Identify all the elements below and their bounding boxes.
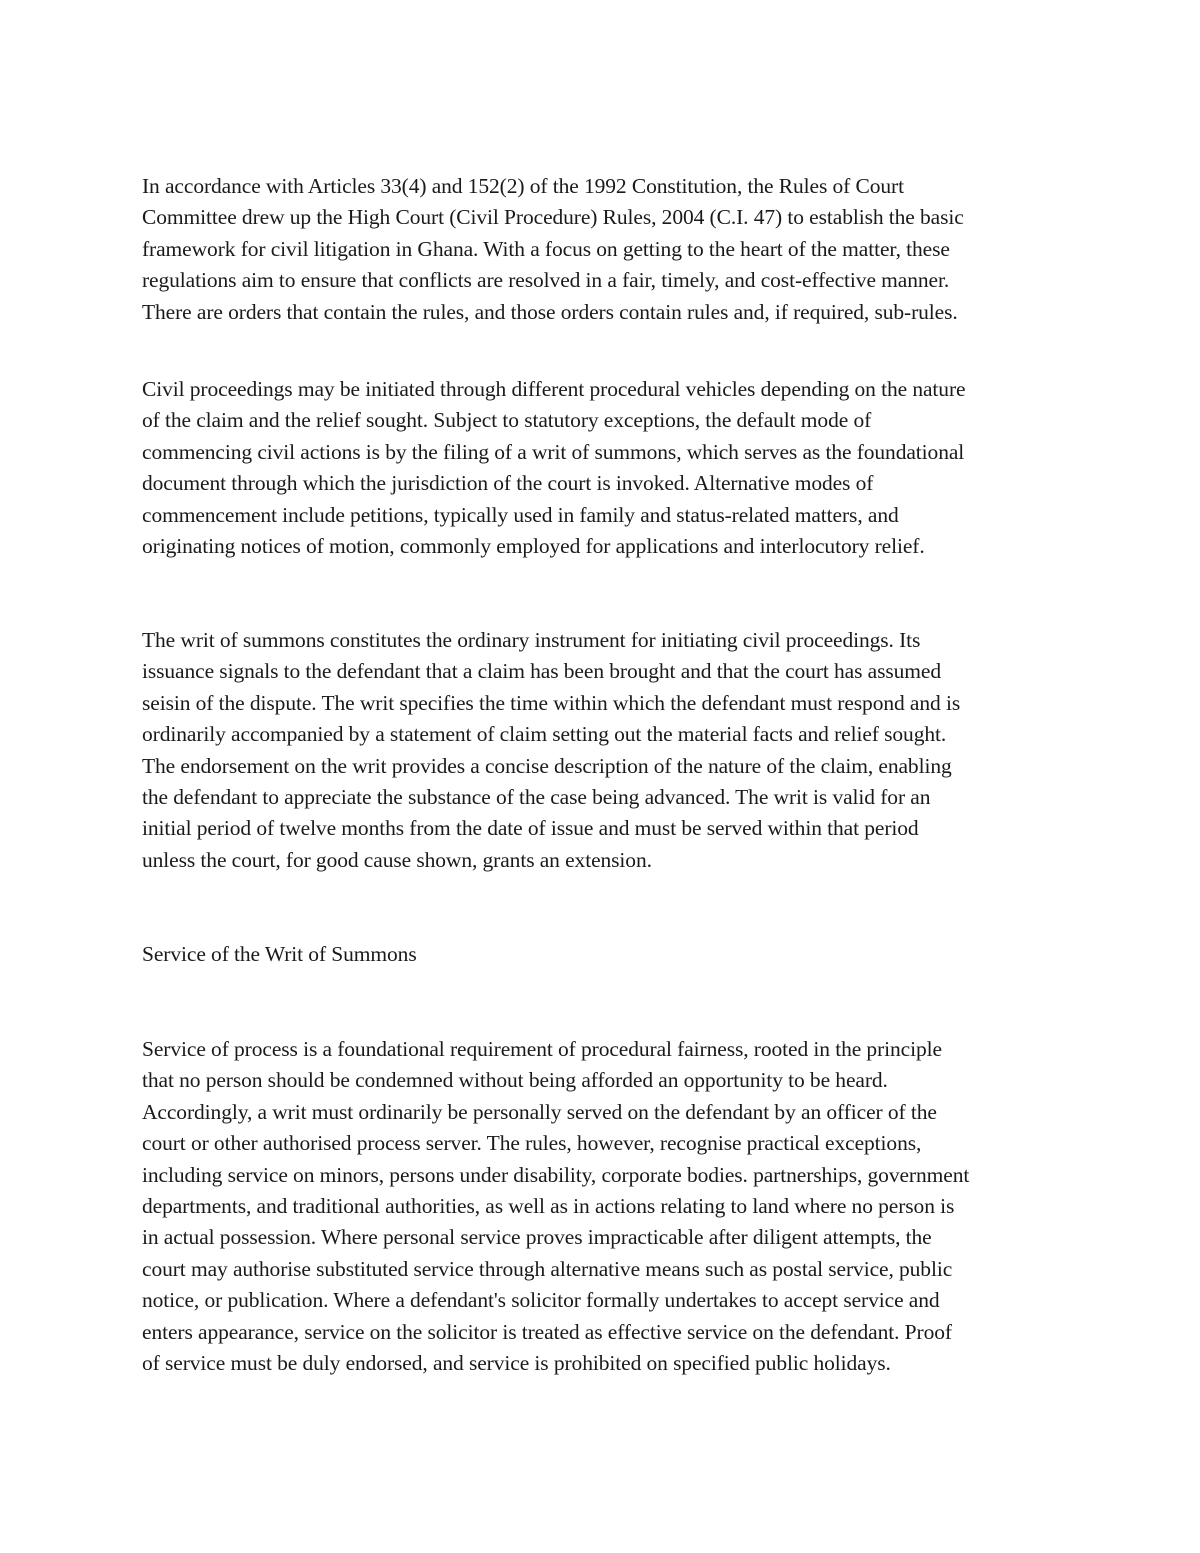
text-line: of the claim and the relief sought. Subject to statutory exceptions, the default mode of <box>142 408 872 433</box>
text-line: Accordingly, a writ must ordinarily be personally served on the defendant by an officer of the <box>142 1099 937 1124</box>
text-line: The writ of summons constitutes the ordinary instrument for initiating civil proceedings. Its <box>142 628 921 652</box>
text-line: ordinarily accompanied by a statement of claim setting out the material facts and relief sought. <box>142 722 947 747</box>
text-line: the defendant to appreciate the substance of the case being advanced. The writ is valid for an <box>142 785 931 810</box>
text-line: originating notices of motion, commonly employed for applications and interlocutory relief. <box>142 534 925 559</box>
text-line: enters appearance, service on the solicitor is treated as effective service on the defendant. Proof <box>142 1319 952 1344</box>
text-line: initial period of twelve months from the date of issue and must be served within that period <box>142 816 919 841</box>
text-line: in actual possession. Where personal service proves impracticable after diligent attempts, the <box>142 1225 932 1250</box>
paragraph-constitution-rules <box>142 171 1072 328</box>
text-line: Committee drew up the High Court (Civil Procedure) Rules, 2004 (C.I. 47) to establish the basic <box>142 205 964 230</box>
text-line: court or other authorised process server. The rules, however, recognise practical exceptions, <box>142 1131 922 1156</box>
paragraph-commencement-modes <box>142 374 1072 562</box>
text-line: including service on minors, persons under disability, corporate bodies. partnerships, government <box>142 1162 970 1187</box>
text-line: There are orders that contain the rules, and those orders contain rules and, if required, sub-rules. <box>142 299 958 324</box>
text-line: notice, or publication. Where a defendant's solicitor formally undertakes to accept service and <box>142 1288 940 1313</box>
text-line: The endorsement on the writ provides a concise description of the nature of the claim, enabling <box>142 753 952 778</box>
paragraph-writ-of-summons <box>142 625 1072 876</box>
text-line: Service of process is a foundational requirement of procedural fairness, rooted in the principle <box>142 1037 942 1061</box>
text-line: commencement include petitions, typically used in family and status-related matters, and <box>142 502 899 527</box>
section-heading <box>142 939 1072 970</box>
text-line: seisin of the dispute. The writ specifies the time within which the defendant must respond and is <box>142 690 961 715</box>
text-line: Civil proceedings may be initiated through different procedural vehicles depending on the nature <box>142 377 966 401</box>
text-line: regulations aim to ensure that conflicts are resolved in a fair, timely, and cost-effective manner. <box>142 268 950 293</box>
text-line: framework for civil litigation in Ghana. With a focus on getting to the heart of the matter, these <box>142 236 950 261</box>
section-heading-text: Service of the Writ of Summons <box>142 942 417 966</box>
text-line: unless the court, for good cause shown, grants an extension. <box>142 847 652 872</box>
paragraph-service-of-process <box>142 1034 1072 1379</box>
text-line: document through which the jurisdiction of the court is invoked. Alternative modes of <box>142 471 874 496</box>
text-line: that no person should be condemned without being afforded an opportunity to be heard. <box>142 1068 888 1093</box>
text-line: of service must be duly endorsed, and service is prohibited on specified public holidays. <box>142 1351 891 1376</box>
text-line: issuance signals to the defendant that a claim has been brought and that the court has assumed <box>142 659 942 684</box>
text-line: departments, and traditional authorities, as well as in actions relating to land where no person is <box>142 1194 955 1219</box>
text-line: commencing civil actions is by the filing of a writ of summons, which serves as the foundational <box>142 439 965 464</box>
text-line: court may authorise substituted service through alternative means such as postal service, public <box>142 1256 953 1281</box>
text-line: In accordance with Articles 33(4) and 152(2) of the 1992 Constitution, the Rules of Court <box>142 174 904 198</box>
